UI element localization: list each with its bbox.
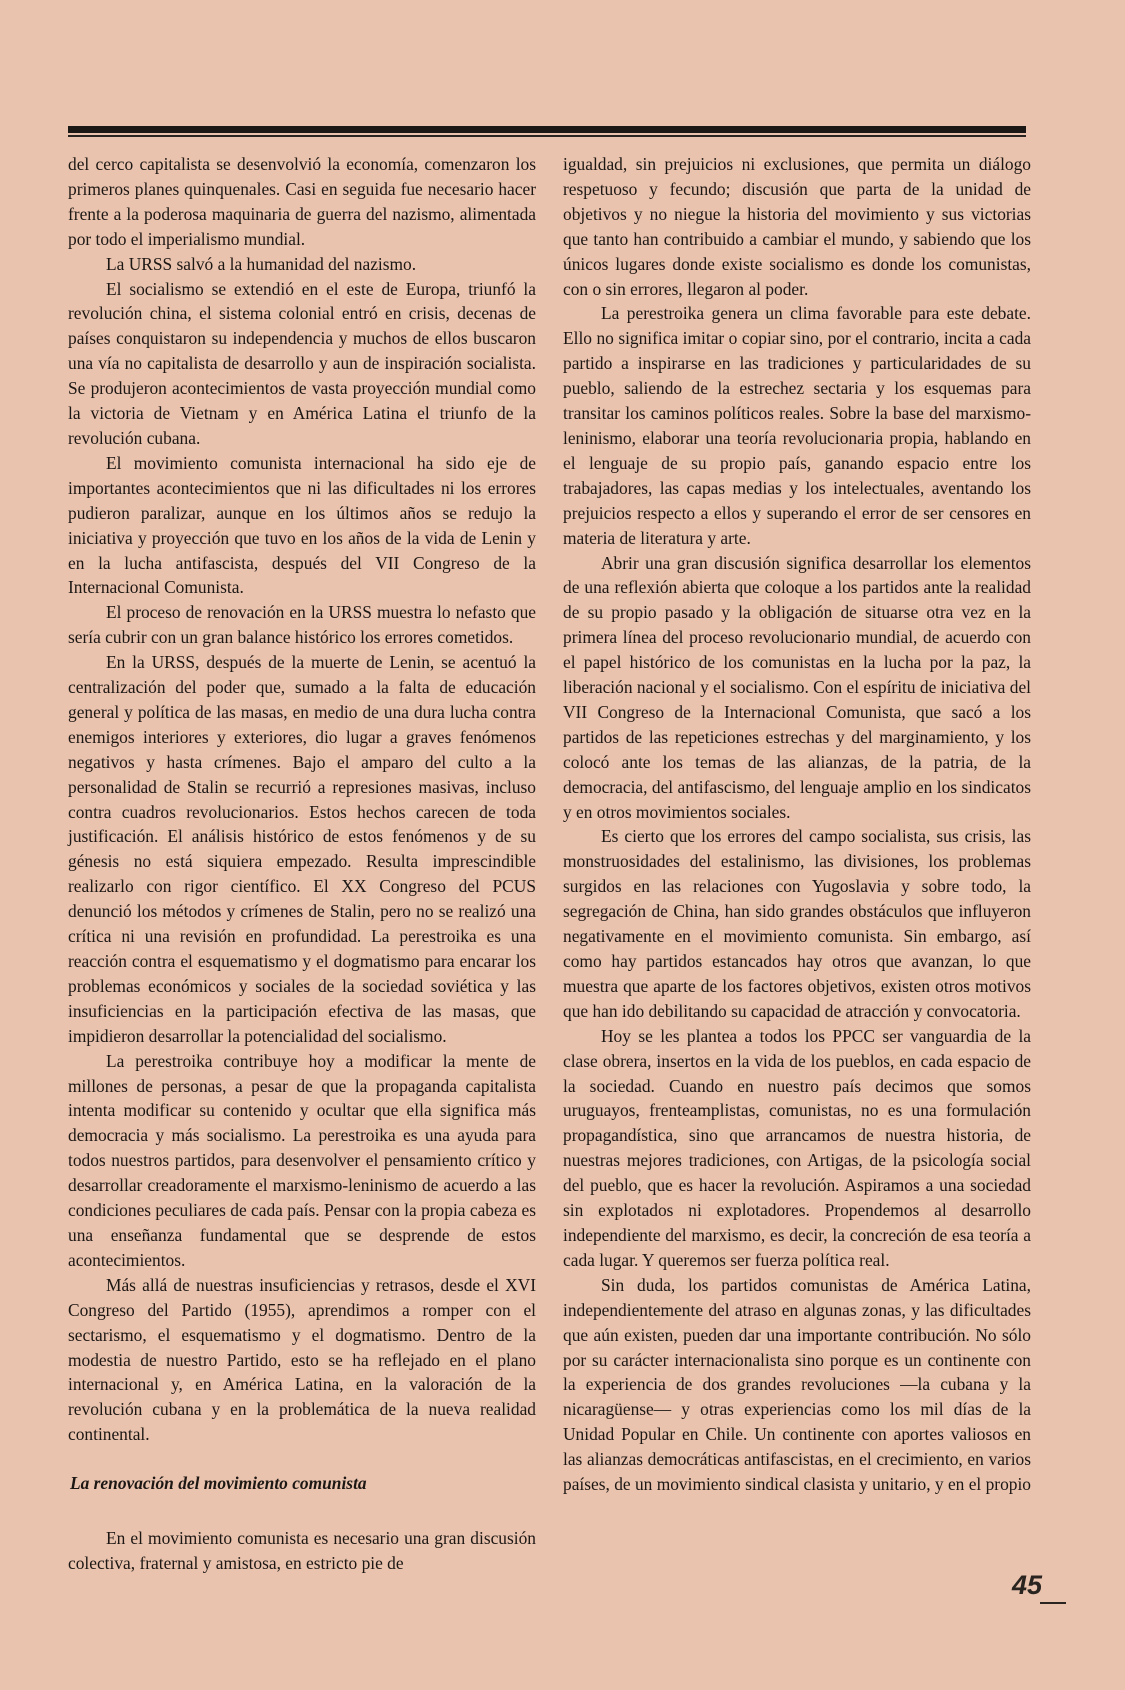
- paragraph: En el movimiento comunista es necesario una gran discusión colectiva, fraternal y amistosa, en estricto pie de: [68, 1528, 536, 1573]
- paragraph: El movimiento comunista internacional ha sido eje de importantes acontecimientos que ni las dificultades ni los errores pudieron paralizar, aunque en los últimos años se redujo la iniciativa y proyección que tuvo en los años de la vida de Lenin y en la lucha antifascista, después del VII Congreso de la Internacional Comunista.: [68, 452, 536, 598]
- page-number: 45: [1012, 1570, 1043, 1600]
- paragraph: Hoy se les plantea a todos los PPCC ser vanguardia de la clase obrera, insertos en la vida de los pueblos, en cada espacio de la sociedad. Cuando en nuestro país decimos que somos uruguayos, frenteamplistas, comunistas, no es una formulación propagandística, sino que arrancamos de nuestra historia, de nuestras mejores tradiciones, con Artigas, de la psicología social del pueblo, que es hacer la revolución. Aspiramos a una sociedad sin explotados ni explotadores. Propendemos al desarrollo independiente del marxismo, es decir, la concreción de esa teoría a cada lugar. Y queremos ser fuerza política real.: [563, 1025, 1031, 1270]
- right-column: [563, 152, 1031, 1497]
- paragraph: del cerco capitalista se desenvolvió la economía, comenzaron los primeros planes quinquenales. Casi en seguida fue necesario hacer frente a la poderosa maquinaria de guerra del nazismo, alimentada por todo el imperialismo mundial.: [68, 154, 536, 249]
- left-column: [68, 152, 536, 1576]
- paragraph: igualdad, sin prejuicios ni exclusiones, que permita un diálogo respetuoso y fecundo; discusión que parta de la unidad de objetivos y no niegue la historia del movimiento y sus victorias que tanto han contribuido a cambiar el mundo, y sabiendo que los únicos lugares donde existe socialismo es donde los comunistas, con o sin errores, llegaron al poder.: [563, 154, 1031, 299]
- section-heading: La renovación del movimiento comunista: [70, 1473, 367, 1494]
- paragraph: La perestroika contribuye hoy a modificar la mente de millones de personas, a pesar de que la propaganda capitalista intenta modificar su contenido y ocultar que ella significa más democracia y más socialismo. La perestroika es una ayuda para todos nuestros partidos, para desenvolver el pensamiento crítico y desarrollar creadoramente el marxismo-leninismo de acuerdo a las condiciones peculiares de cada país. Pensar con la propia cabeza es una enseñanza fundamental que se desprende de estos acontecimientos.: [68, 1050, 536, 1270]
- paragraph: Sin duda, los partidos comunistas de América Latina, independientemente del atraso en algunas zonas, y las dificultades que aún existen, pueden dar una importante contribución. No sólo por su carácter internacionalista sino porque es un continente con la experiencia de dos grandes revoluciones —la cubana y la nicaragüense— y otras experiencias como los mil días de la Unidad Popular en Chile. Un continente con aportes valiosos en las alianzas democráticas antifascistas, en el crecimiento, en varios países, de un movimiento sindical clasista y unitario, y en el propio: [563, 1274, 1032, 1495]
- paragraph: Más allá de nuestras insuficiencias y retrasos, desde el XVI Congreso del Partido (1955), aprendimos a romper con el sectarismo, el esquematismo y el dogmatismo. Dentro de la modestia de nuestro Partido, esto se ha reflejado en el plano internacional y, en América Latina, en la valoración de la revolución cubana y en la problemática de la nueva realidad continental.: [68, 1274, 536, 1445]
- paragraph: La URSS salvó a la humanidad del nazismo.: [106, 253, 417, 274]
- paragraph: Es cierto que los errores del campo socialista, sus crisis, las monstruosidades del estalinismo, las divisiones, los problemas surgidos en las relaciones con Yugoslavia y sobre todo, la segregación de China, han sido grandes obstáculos que influyeron negativamente en el movimiento comunista. Sin embargo, así como hay partidos estancados hay otros que avanzan, lo que muestra que aparte de los factores objetivos, existen otros motivos que han ido debilitando su capacidad de atracción y convocatoria.: [563, 826, 1031, 1021]
- paragraph: Abrir una gran discusión significa desarrollar los elementos de una reflexión abierta que coloque a los partidos ante la realidad de su propio pasado y la obligación de situarse otra vez en la primera línea del proceso revolucionario mundial, de acuerdo con el papel histórico de los comunistas en la lucha por la paz, la liberación nacional y el socialismo. Con el espíritu de iniciativa del VII Congreso de la Internacional Comunista, que sacó a los partidos de las repeticiones estrechas y del marginamiento, y los colocó ante los temas de las alianzas, de la patria, de la democracia, del antifascismo, del lenguaje amplio en los sindicatos y en otros movimientos sociales.: [563, 552, 1031, 822]
- header-rule-thin: [68, 135, 1026, 137]
- page-number-rule: [1040, 1602, 1066, 1604]
- paragraph: En la URSS, después de la muerte de Lenin, se acentuó la centralización del poder que, sumado a la falta de educación general y política de las masas, en medio de una dura lucha contra enemigos interiores y exteriores, dio lugar a graves fenómenos negativos y hasta crímenes. Bajo el amparo del culto a la personalidad de Stalin se recurrió a represiones masivas, incluso contra cuadros revolucionarios. Estos hechos carecen de toda justificación. El análisis histórico de estos fenómenos y de su génesis no está siquiera empezado. Resulta imprescindible realizarlo con rigor científico. El XX Congreso del PCUS denunció los métodos y crímenes de Stalin, pero no se realizó una crítica ni una revisión en profundidad. La perestroika es una reacción contra el esquematismo y el dogmatismo para encarar los problemas económicos y sociales de la sociedad soviética y las insuficiencias en la participación efectiva de las masas, que impidieron desarrollar la potencialidad del socialismo.: [68, 652, 536, 1046]
- paragraph: La perestroika genera un clima favorable para este debate. Ello no significa imitar o copiar sino, por el contrario, incita a cada partido a inspirarse en las tradiciones y particularidades de su pueblo, saliendo de la estrechez sectaria y los esquemas para transitar los caminos políticos reales. Sobre la base del marxismo-leninismo, elaborar una teoría revolucionaria propia, hablando en el lenguaje de su propio país, ganando espacio entre los trabajadores, las capas medias y los intelectuales, aventando los prejuicios respecto a ellos y superando el error de ser censores en materia de literatura y arte.: [563, 303, 1031, 548]
- paragraph: El socialismo se extendió en el este de Europa, triunfó la revolución china, el sistema colonial entró en crisis, decenas de países conquistaron su independencia y muchos de ellos buscaron una vía no capitalista de desarrollo y aun de inspiración socialista. Se produjeron acontecimientos de vasta proyección mundial como la victoria de Vietnam y en América Latina el triunfo de la revolución cubana.: [68, 278, 536, 448]
- paragraph: El proceso de renovación en la URSS muestra lo nefasto que sería cubrir con un gran balance histórico los errores cometidos.: [68, 602, 536, 648]
- header-rule: [68, 126, 1026, 133]
